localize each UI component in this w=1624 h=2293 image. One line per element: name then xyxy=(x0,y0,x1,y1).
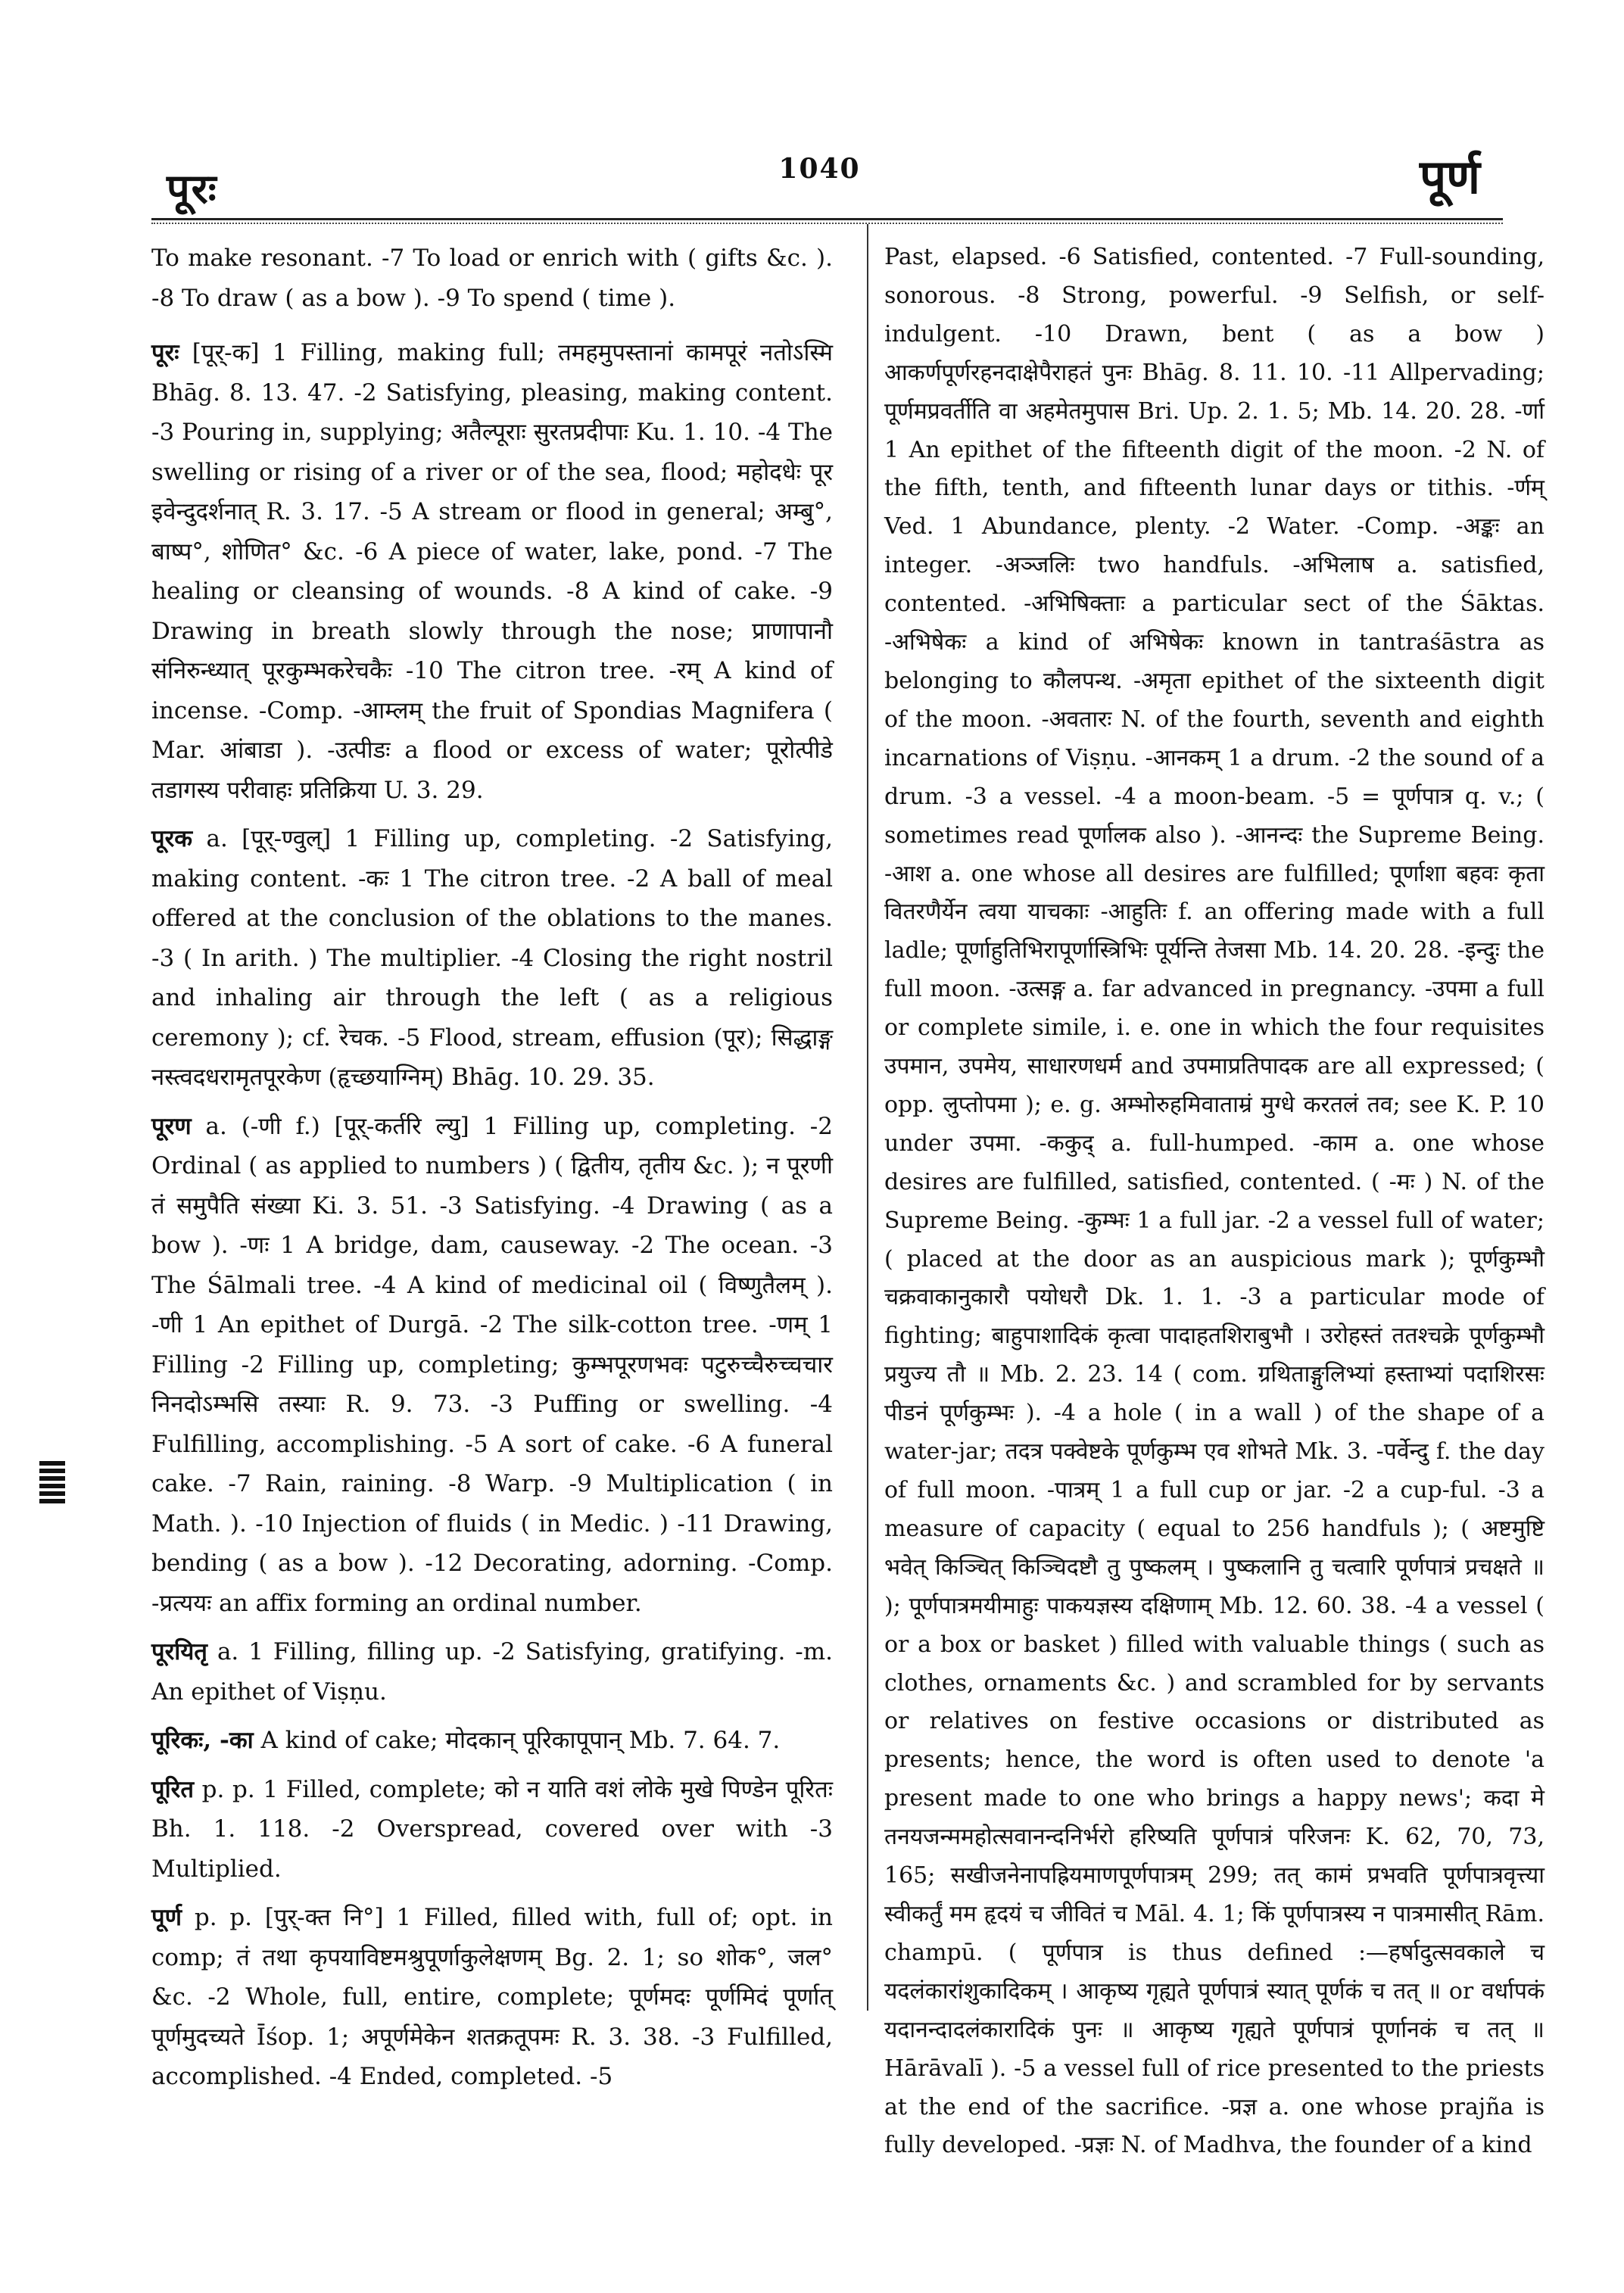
margin-marker-icon xyxy=(39,1461,65,1509)
dictionary-entry xyxy=(151,1632,833,1712)
dictionary-entry xyxy=(884,238,1545,2165)
dictionary-entry xyxy=(151,1898,833,2097)
entry-text: a. 1 Filling, filling up. -2 Satisfying, gratifying. -m. An epithet of Viṣṇu. xyxy=(151,1638,833,1706)
guide-word-left: पूरः xyxy=(167,164,218,213)
dictionary-entry xyxy=(151,238,833,318)
dictionary-entry xyxy=(151,819,833,1098)
entry-text: [पूर्-क] 1 Filling, making full; तमहमुपस्तानां कामपूरं नतोऽस्मि Bhāg. 8. 13. 47. -2 Satisfying, pleasing, making content. -3 Pouring in, supplying; अतैल्पूराः सुरतप्रदीपाः Ku. 1. 10. -4 The swelling or rising of a river or of the sea, flood; महोदधेः पूर इवेन्दुदर्शनात् R. 3. 17. -5 A stream or flood in general; अम्बु°, बाष्प°, शोणित° &c. -6 A piece of water, lake, pond. -7 The healing or cleansing of wounds. -8 A kind of cake. -9 Drawing in breath slowly through the nose; प्राणापानौ संनिरुन्ध्यात् पूरकुम्भकरेचकैः -10 The citron tree. -रम् A kind of incense. -Comp. -आम्लम् the fruit of Spondias Magnifera ( Mar. आंबाडा ). -उत्पीडः a flood or excess of water; पूरोत्पीडे तडागस्य परीवाहः प्रतिक्रिया U. 3. 29. xyxy=(151,339,833,804)
dictionary-entry xyxy=(151,1770,833,1890)
entry-headword: पूरित xyxy=(151,1775,194,1803)
column-divider xyxy=(867,224,868,2011)
entry-headword: पूरक xyxy=(151,825,193,852)
entry-headword: पूरण xyxy=(151,1112,192,1140)
dictionary-entry xyxy=(151,1721,833,1761)
entry-text: p. p. [पुर्-क्त नि°] 1 Filled, filled with, full of; opt. in comp; तं तथा कृपयाविष्टमश्रुपूर्णाकुलेक्षणम् Bg. 2. 1; so शोक°, जल° &c. -2 Whole, full, entire, complete; पूर्णमदः पूर्णमिदं पूर्णात् पूर्णमुदच्यते Īśop. 1; अपूर्णमेकेन शतक्रतूपमः R. 3. 38. -3 Fulfilled, accomplished. -4 Ended, completed. -5 xyxy=(151,1904,833,2090)
entry-headword: पूर्ण xyxy=(151,1904,182,1931)
dictionary-entry xyxy=(151,333,833,810)
entry-text: To make resonant. -7 To load or enrich with ( gifts &c. ). -8 To draw ( as a bow ). -9 To spend ( time ). xyxy=(151,245,833,312)
entry-text: a. (-णी f.) [पूर्-कर्तरि ल्यु] 1 Filling up, completing. -2 Ordinal ( as applied to numbers ) ( द्वितीय, तृतीय &c. ); न पूरणी तं समुपैति संख्या Ki. 3. 51. -3 Satisfying. -4 Drawing ( as a bow ). -णः 1 A bridge, dam, causeway. -2 The ocean. -3 The Śālmali tree. -4 A kind of medicinal oil ( विष्णुतैलम् ). -णी 1 An epithet of Durgā. -2 The silk-cotton tree. -णम् 1 Filling -2 Filling up, completing; कुम्भपूरणभवः पटुरुच्चैरुच्चचार निनदोऽम्भसि तस्याः R. 9. 73. -3 Puffing or swelling. -4 Fulfilling, accomplishing. -5 A sort of cake. -6 A funeral cake. -7 Rain, raining. -8 Warp. -9 Multiplication ( in Math. ). -10 Injection of fluids ( in Medic. ) -11 Drawing, bending ( as a bow ). -12 Decorating, adorning. -Comp. -प्रत्ययः an affix forming an ordinal number. xyxy=(151,1112,833,1617)
right-column xyxy=(884,238,1545,2174)
header-dotted-rule xyxy=(151,223,1503,224)
entry-text: A kind of cake; मोदकान् पूरिकापूपान् Mb. 7. 64. 7. xyxy=(260,1727,781,1754)
entry-text: Past, elapsed. -6 Satisfied, contented. -7 Full-sounding, sonorous. -8 Strong, powerful. -9 Selfish, or self-indulgent. -10 Drawn, bent ( as a bow ) आकर्णपूर्णरहनदाक्षेपैराहतं पुनः Bhāg. 8. 11. 10. -11 Allpervading; पूर्णमप्रवर्तीति वा अहमेतमुपास Bri. Up. 2. 1. 5; Mb. 14. 20. 28. -र्णा 1 An epithet of the fifteenth digit of the moon. -2 N. of the fifth, tenth, and fifteenth lunar days or tithis. -र्णम् Ved. 1 Abundance, plenty. -2 Water. -Comp. -अङ्कः an integer. -अञ्जलिः two handfuls. -अभिलाष a. satisfied, contented. -अभिषिक्ताः a particular sect of the Śāktas. -अभिषेकः a kind of अभिषेकः known in tantraśāstra as belonging to कौलपन्थ. -अमृता epithet of the sixteenth digit of the moon. -अवतारः N. of the fourth, seventh and eighth incarnations of Viṣṇu. -आनकम् 1 a drum. -2 the sound of a drum. -3 a vessel. -4 a moon-beam. -5 = पूर्णपात्र q. v.; ( sometimes read पूर्णालक also ). -आनन्दः the Supreme Being. -आश a. one whose all desires are fulfilled; पूर्णाशा बहवः कृता वितरणैर्येन त्वया याचकाः -आहुतिः f. an offering made with a full ladle; पूर्णाहुतिभिरापूर्णास्त्रिभिः पूर्यन्ति तेजसा Mb. 14. 20. 28. -इन्दुः the full moon. -उत्सङ्ग a. far advanced in pregnancy. -उपमा a full or complete simile, i. e. one in which the four requisites उपमान, उपमेय, साधारणधर्म and उपमाप्रतिपादक are all expressed; ( opp. लुप्तोपमा ); e. g. अम्भोरुहमिवाताम्रं मुग्धे करतलं तव; see K. P. 10 under उपमा. -ककुद् a. full-humped. -काम a. one whose desires are fulfilled, satisfied, contented. ( -मः ) N. of the Supreme Being. -कुम्भः 1 a full jar. -2 a vessel full of water; ( placed at the door as an auspicious mark ); पूर्णकुम्भौ चक्रवाकानुकारौ पयोधरौ Dk. 1. 1. -3 a particular mode of fighting; बाहुपाशादिकं कृत्वा पादाहतशिराबुभौ । उरोहस्तं ततश्चक्रे पूर्णकुम्भौ प्रयुज्य तौ ॥ Mb. 2. 23. 14 ( com. ग्रथिताङ्गुलिभ्यां हस्ताभ्यां पदाशिरसः पीडनं पूर्णकुम्भः ). -4 a hole ( in a wall ) of the shape of a water-jar; तदत्र पक्वेष्टके पूर्णकुम्भ एव शोभते Mk. 3. -पर्वेन्दु f. the day of full moon. -पात्रम् 1 a full cup or jar. -2 a cup-ful. -3 a measure of capacity ( equal to 256 handfuls ); ( अष्टमुष्टि भवेत् किञ्चित् किञ्चिदष्टौ तु पुष्कलम् । पुष्कलानि तु चत्वारि पूर्णपात्रं प्रचक्षते ॥ ); पूर्णपात्रमयीमाहुः पाकयज्ञस्य दक्षिणाम् Mb. 12. 60. 38. -4 a vessel ( or a box or basket ) filled with valuable things ( such as clothes, ornaments &c. ) and scrambled for by servants or relatives on festive occasions or distributed as presents; hence, the word is often used to denote 'a present made to one who brings a happy news'; कदा मे तनयजन्ममहोत्सवानन्दनिर्भरो हरिष्यति पूर्णपात्रं परिजनः K. 62, 70, 73, 165; सखीजनेनापह्रियमाणपूर्णपात्रम् 299; तत् कामं प्रभवति पूर्णपात्रवृत्त्या स्वीकर्तुं मम हृदयं च जीवितं च Māl. 4. 1; किं पूर्णपात्रस्य न पात्रमासीत् Rām. champū. ( पूर्णपात्र is thus defined :—हर्षादुत्सवकाले च यदलंकारांशुकादिकम् । आकृष्य गृह्यते पूर्णपात्रं स्यात् पूर्णकं च तत् ॥ or वर्धापकं यदानन्दादलंकारादिकं पुनः ॥ आकृष्य गृह्यते पूर्णपात्रं पूर्णानकं च तत् ॥ Hārāvalī ). -5 a vessel full of rice presented to the priests at the end of the sacrifice. -प्रज्ञ a. one whose prajña is fully developed. -प्रज्ञः N. of Madhva, the founder of a kind xyxy=(884,244,1545,2159)
header-rule xyxy=(151,218,1503,220)
entry-headword: पूरः xyxy=(151,339,179,366)
entry-text: a. [पूर्-ण्वुल्] 1 Filling up, completing. -2 Satisfying, making content. -कः 1 The citron tree. -2 A ball of meal offered at the conclusion of the oblations to the manes. -3 ( In arith. ) The multiplier. -4 Closing the right nostril and inhaling air through the left ( as a religious ceremony ); cf. रेचक. -5 Flood, stream, effusion (पूर); सिद्धाङ्ग नस्त्वदधरामृतपूरकेण (हृच्छयाग्निम्) Bhāg. 10. 29. 35. xyxy=(151,825,833,1091)
page-number: 1040 xyxy=(778,153,861,185)
entry-text: p. p. 1 Filled, complete; को न याति वशं लोके मुखे पिण्डेन पूरितः Bh. 1. 118. -2 Overspread, covered over with -3 Multiplied. xyxy=(151,1775,834,1883)
left-column xyxy=(151,238,833,2106)
entry-headword: पूरयितृ xyxy=(151,1638,207,1665)
entry-headword: पूरिकः, -का xyxy=(151,1727,254,1754)
page-header xyxy=(151,114,1488,213)
dictionary-entry xyxy=(151,1107,833,1624)
guide-word-right: पूर्ण xyxy=(1419,149,1480,204)
